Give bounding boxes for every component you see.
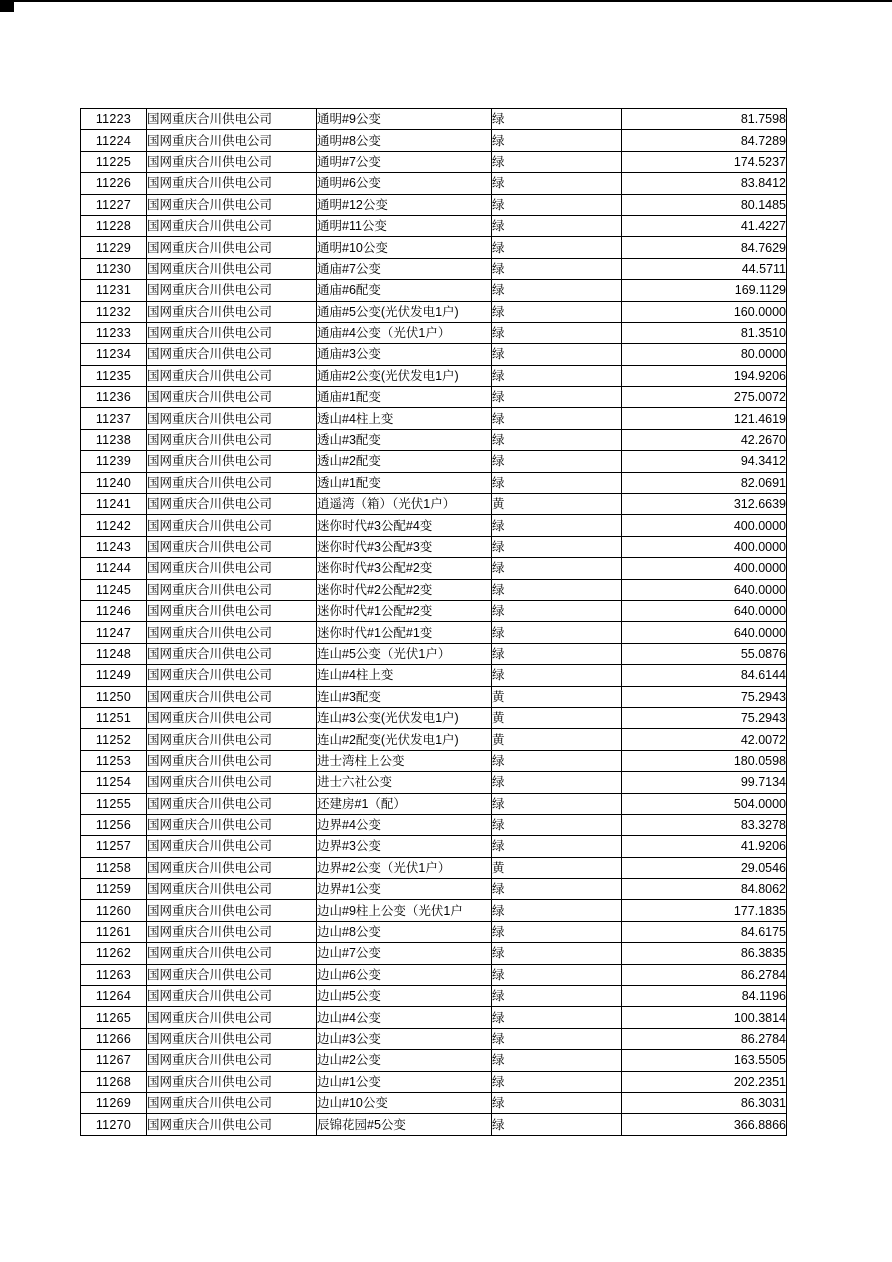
cell-row-id: 11265: [81, 1007, 147, 1028]
cell-row-id: 11254: [81, 772, 147, 793]
cell-company: 国网重庆合川供电公司: [147, 280, 317, 301]
cell-row-id: 11262: [81, 943, 147, 964]
cell-row-id: 11233: [81, 322, 147, 343]
table-row: [81, 215, 787, 236]
cell-status: 绿: [492, 1028, 622, 1049]
table-row: [81, 900, 787, 921]
table-row: [81, 1092, 787, 1113]
cell-company: 国网重庆合川供电公司: [147, 964, 317, 985]
cell-company: 国网重庆合川供电公司: [147, 173, 317, 194]
table-row: [81, 1071, 787, 1092]
cell-device-name: 透山#2配变: [317, 451, 492, 472]
cell-device-name: 连山#3公变(光伏发电1户): [317, 707, 492, 728]
table-row: [81, 1050, 787, 1071]
cell-row-id: 11242: [81, 515, 147, 536]
table-row: [81, 536, 787, 557]
table-row: [81, 322, 787, 343]
cell-device-name: 边界#4公变: [317, 814, 492, 835]
page-corner-mark: [0, 0, 14, 12]
cell-row-id: 11236: [81, 387, 147, 408]
cell-value: 180.0598: [622, 750, 787, 771]
table-row: [81, 1114, 787, 1135]
table-row: [81, 600, 787, 621]
cell-status: 绿: [492, 215, 622, 236]
cell-status: 绿: [492, 301, 622, 322]
cell-row-id: 11257: [81, 836, 147, 857]
cell-value: 44.5711: [622, 258, 787, 279]
cell-company: 国网重庆合川供电公司: [147, 408, 317, 429]
cell-status: 绿: [492, 515, 622, 536]
cell-company: 国网重庆合川供电公司: [147, 622, 317, 643]
cell-value: 312.6639: [622, 494, 787, 515]
table-row: [81, 151, 787, 172]
cell-device-name: 边山#10公变: [317, 1092, 492, 1113]
cell-value: 84.6175: [622, 921, 787, 942]
cell-value: 640.0000: [622, 579, 787, 600]
cell-device-name: 连山#4柱上变: [317, 665, 492, 686]
cell-row-id: 11229: [81, 237, 147, 258]
cell-device-name: 通庙#5公变(光伏发电1户): [317, 301, 492, 322]
table-row: [81, 986, 787, 1007]
cell-value: 83.3278: [622, 814, 787, 835]
cell-row-id: 11239: [81, 451, 147, 472]
cell-status: 绿: [492, 408, 622, 429]
cell-company: 国网重庆合川供电公司: [147, 344, 317, 365]
cell-value: 366.8866: [622, 1114, 787, 1135]
cell-company: 国网重庆合川供电公司: [147, 643, 317, 664]
cell-company: 国网重庆合川供电公司: [147, 750, 317, 771]
cell-row-id: 11244: [81, 558, 147, 579]
cell-value: 640.0000: [622, 600, 787, 621]
table-body: [81, 109, 787, 1136]
cell-status: 绿: [492, 280, 622, 301]
cell-row-id: 11243: [81, 536, 147, 557]
cell-row-id: 11248: [81, 643, 147, 664]
cell-device-name: 通庙#4公变（光伏1户）: [317, 322, 492, 343]
cell-status: 绿: [492, 900, 622, 921]
cell-company: 国网重庆合川供电公司: [147, 515, 317, 536]
cell-row-id: 11260: [81, 900, 147, 921]
cell-status: 绿: [492, 814, 622, 835]
cell-value: 400.0000: [622, 536, 787, 557]
cell-status: 绿: [492, 258, 622, 279]
cell-value: 640.0000: [622, 622, 787, 643]
table-row: [81, 173, 787, 194]
cell-device-name: 通庙#3公变: [317, 344, 492, 365]
table-row: [81, 707, 787, 728]
cell-status: 绿: [492, 665, 622, 686]
table-row: [81, 194, 787, 215]
cell-row-id: 11268: [81, 1071, 147, 1092]
cell-value: 84.7629: [622, 237, 787, 258]
cell-row-id: 11230: [81, 258, 147, 279]
cell-value: 177.1835: [622, 900, 787, 921]
cell-value: 86.3835: [622, 943, 787, 964]
cell-device-name: 边山#2公变: [317, 1050, 492, 1071]
cell-value: 169.1129: [622, 280, 787, 301]
cell-value: 86.2784: [622, 964, 787, 985]
cell-row-id: 11235: [81, 365, 147, 386]
cell-status: 绿: [492, 793, 622, 814]
cell-row-id: 11264: [81, 986, 147, 1007]
cell-row-id: 11232: [81, 301, 147, 322]
cell-row-id: 11226: [81, 173, 147, 194]
cell-value: 400.0000: [622, 515, 787, 536]
cell-device-name: 边山#5公变: [317, 986, 492, 1007]
table-row: [81, 429, 787, 450]
table-row: [81, 344, 787, 365]
cell-status: 绿: [492, 964, 622, 985]
cell-value: 80.0000: [622, 344, 787, 365]
cell-company: 国网重庆合川供电公司: [147, 921, 317, 942]
cell-status: 绿: [492, 109, 622, 130]
cell-value: 163.5505: [622, 1050, 787, 1071]
cell-company: 国网重庆合川供电公司: [147, 772, 317, 793]
cell-value: 174.5237: [622, 151, 787, 172]
table-row: [81, 857, 787, 878]
cell-row-id: 11223: [81, 109, 147, 130]
cell-company: 国网重庆合川供电公司: [147, 301, 317, 322]
cell-status: 绿: [492, 921, 622, 942]
table-row: [81, 836, 787, 857]
cell-company: 国网重庆合川供电公司: [147, 879, 317, 900]
cell-device-name: 通明#10公变: [317, 237, 492, 258]
table-row: [81, 943, 787, 964]
cell-value: 41.9206: [622, 836, 787, 857]
cell-company: 国网重庆合川供电公司: [147, 365, 317, 386]
cell-row-id: 11270: [81, 1114, 147, 1135]
cell-company: 国网重庆合川供电公司: [147, 322, 317, 343]
cell-row-id: 11237: [81, 408, 147, 429]
cell-row-id: 11251: [81, 707, 147, 728]
table-row: [81, 237, 787, 258]
cell-device-name: 迷你时代#3公配#2变: [317, 558, 492, 579]
cell-device-name: 逍遥湾（箱）（光伏1户）: [317, 494, 492, 515]
cell-status: 绿: [492, 558, 622, 579]
cell-status: 绿: [492, 1071, 622, 1092]
cell-device-name: 边界#2公变（光伏1户）: [317, 857, 492, 878]
table-row: [81, 729, 787, 750]
cell-value: 42.0072: [622, 729, 787, 750]
cell-value: 81.7598: [622, 109, 787, 130]
cell-value: 75.2943: [622, 707, 787, 728]
cell-status: 绿: [492, 387, 622, 408]
cell-row-id: 11238: [81, 429, 147, 450]
cell-row-id: 11240: [81, 472, 147, 493]
cell-row-id: 11255: [81, 793, 147, 814]
cell-value: 55.0876: [622, 643, 787, 664]
cell-company: 国网重庆合川供电公司: [147, 900, 317, 921]
cell-company: 国网重庆合川供电公司: [147, 600, 317, 621]
cell-value: 84.8062: [622, 879, 787, 900]
cell-company: 国网重庆合川供电公司: [147, 472, 317, 493]
cell-company: 国网重庆合川供电公司: [147, 579, 317, 600]
cell-row-id: 11227: [81, 194, 147, 215]
cell-company: 国网重庆合川供电公司: [147, 857, 317, 878]
cell-value: 84.7289: [622, 130, 787, 151]
table-row: [81, 579, 787, 600]
cell-device-name: 通明#9公变: [317, 109, 492, 130]
cell-status: 绿: [492, 836, 622, 857]
cell-status: 绿: [492, 1007, 622, 1028]
cell-company: 国网重庆合川供电公司: [147, 1050, 317, 1071]
cell-device-name: 辰锦花园#5公变: [317, 1114, 492, 1135]
cell-status: 绿: [492, 750, 622, 771]
cell-row-id: 11228: [81, 215, 147, 236]
cell-status: 绿: [492, 429, 622, 450]
cell-company: 国网重庆合川供电公司: [147, 536, 317, 557]
table-row: [81, 130, 787, 151]
cell-company: 国网重庆合川供电公司: [147, 151, 317, 172]
table-row: [81, 109, 787, 130]
cell-device-name: 通庙#6配变: [317, 280, 492, 301]
table-row: [81, 558, 787, 579]
cell-status: 绿: [492, 237, 622, 258]
cell-company: 国网重庆合川供电公司: [147, 429, 317, 450]
cell-device-name: 通明#8公变: [317, 130, 492, 151]
cell-value: 75.2943: [622, 686, 787, 707]
cell-value: 94.3412: [622, 451, 787, 472]
cell-company: 国网重庆合川供电公司: [147, 215, 317, 236]
cell-device-name: 边山#7公变: [317, 943, 492, 964]
cell-device-name: 透山#1配变: [317, 472, 492, 493]
cell-company: 国网重庆合川供电公司: [147, 793, 317, 814]
cell-device-name: 通庙#7公变: [317, 258, 492, 279]
cell-device-name: 边山#6公变: [317, 964, 492, 985]
cell-status: 绿: [492, 173, 622, 194]
cell-device-name: 迷你时代#1公配#2变: [317, 600, 492, 621]
cell-device-name: 通庙#2公变(光伏发电1户): [317, 365, 492, 386]
cell-value: 82.0691: [622, 472, 787, 493]
cell-device-name: 迷你时代#3公配#3变: [317, 536, 492, 557]
table-row: [81, 494, 787, 515]
table-row: [81, 879, 787, 900]
cell-row-id: 11253: [81, 750, 147, 771]
cell-company: 国网重庆合川供电公司: [147, 686, 317, 707]
cell-value: 121.4619: [622, 408, 787, 429]
cell-device-name: 边界#1公变: [317, 879, 492, 900]
page-top-edge-line: [0, 0, 892, 2]
cell-status: 黄: [492, 494, 622, 515]
table-row: [81, 408, 787, 429]
cell-row-id: 11246: [81, 600, 147, 621]
table-row: [81, 686, 787, 707]
cell-value: 400.0000: [622, 558, 787, 579]
cell-status: 绿: [492, 344, 622, 365]
cell-company: 国网重庆合川供电公司: [147, 665, 317, 686]
cell-status: 绿: [492, 879, 622, 900]
cell-row-id: 11247: [81, 622, 147, 643]
cell-device-name: 通明#6公变: [317, 173, 492, 194]
cell-status: 绿: [492, 151, 622, 172]
data-table: [80, 108, 787, 1136]
table-row: [81, 1028, 787, 1049]
cell-value: 80.1485: [622, 194, 787, 215]
cell-value: 29.0546: [622, 857, 787, 878]
cell-status: 黄: [492, 707, 622, 728]
cell-device-name: 连山#2配变(光伏发电1户): [317, 729, 492, 750]
cell-device-name: 进士六社公变: [317, 772, 492, 793]
table-row: [81, 258, 787, 279]
cell-status: 绿: [492, 643, 622, 664]
cell-status: 绿: [492, 322, 622, 343]
cell-device-name: 通明#7公变: [317, 151, 492, 172]
cell-device-name: 边山#8公变: [317, 921, 492, 942]
cell-company: 国网重庆合川供电公司: [147, 109, 317, 130]
cell-company: 国网重庆合川供电公司: [147, 494, 317, 515]
cell-company: 国网重庆合川供电公司: [147, 836, 317, 857]
cell-value: 83.8412: [622, 173, 787, 194]
table-row: [81, 964, 787, 985]
cell-status: 黄: [492, 729, 622, 750]
cell-company: 国网重庆合川供电公司: [147, 258, 317, 279]
cell-device-name: 进士湾柱上公变: [317, 750, 492, 771]
cell-status: 绿: [492, 130, 622, 151]
cell-status: 绿: [492, 451, 622, 472]
cell-company: 国网重庆合川供电公司: [147, 1007, 317, 1028]
table-row: [81, 472, 787, 493]
cell-company: 国网重庆合川供电公司: [147, 707, 317, 728]
cell-status: 绿: [492, 536, 622, 557]
cell-row-id: 11231: [81, 280, 147, 301]
cell-company: 国网重庆合川供电公司: [147, 986, 317, 1007]
cell-row-id: 11259: [81, 879, 147, 900]
cell-device-name: 通明#11公变: [317, 215, 492, 236]
table-row: [81, 622, 787, 643]
table-row: [81, 515, 787, 536]
cell-device-name: 通明#12公变: [317, 194, 492, 215]
cell-status: 绿: [492, 772, 622, 793]
cell-company: 国网重庆合川供电公司: [147, 451, 317, 472]
cell-value: 81.3510: [622, 322, 787, 343]
cell-company: 国网重庆合川供电公司: [147, 387, 317, 408]
cell-device-name: 透山#3配变: [317, 429, 492, 450]
cell-value: 275.0072: [622, 387, 787, 408]
table-row: [81, 387, 787, 408]
cell-value: 86.2784: [622, 1028, 787, 1049]
table-row: [81, 793, 787, 814]
cell-row-id: 11252: [81, 729, 147, 750]
cell-value: 84.1196: [622, 986, 787, 1007]
cell-status: 黄: [492, 857, 622, 878]
cell-status: 黄: [492, 686, 622, 707]
table-row: [81, 643, 787, 664]
cell-company: 国网重庆合川供电公司: [147, 943, 317, 964]
cell-status: 绿: [492, 472, 622, 493]
table-row: [81, 772, 787, 793]
cell-company: 国网重庆合川供电公司: [147, 814, 317, 835]
cell-value: 99.7134: [622, 772, 787, 793]
cell-device-name: 连山#5公变（光伏1户）: [317, 643, 492, 664]
cell-device-name: 迷你时代#3公配#4变: [317, 515, 492, 536]
table-row: [81, 921, 787, 942]
cell-device-name: 边山#9柱上公变（光伏1户: [317, 900, 492, 921]
cell-row-id: 11263: [81, 964, 147, 985]
cell-status: 绿: [492, 194, 622, 215]
cell-row-id: 11249: [81, 665, 147, 686]
table-row: [81, 451, 787, 472]
table-row: [81, 301, 787, 322]
cell-status: 绿: [492, 943, 622, 964]
cell-device-name: 通庙#1配变: [317, 387, 492, 408]
cell-value: 84.6144: [622, 665, 787, 686]
cell-device-name: 迷你时代#1公配#1变: [317, 622, 492, 643]
cell-device-name: 迷你时代#2公配#2变: [317, 579, 492, 600]
cell-company: 国网重庆合川供电公司: [147, 130, 317, 151]
cell-company: 国网重庆合川供电公司: [147, 194, 317, 215]
cell-device-name: 边山#4公变: [317, 1007, 492, 1028]
cell-value: 160.0000: [622, 301, 787, 322]
cell-company: 国网重庆合川供电公司: [147, 558, 317, 579]
cell-value: 202.2351: [622, 1071, 787, 1092]
cell-status: 绿: [492, 1092, 622, 1113]
cell-row-id: 11234: [81, 344, 147, 365]
cell-device-name: 边山#3公变: [317, 1028, 492, 1049]
cell-row-id: 11241: [81, 494, 147, 515]
cell-value: 100.3814: [622, 1007, 787, 1028]
cell-row-id: 11225: [81, 151, 147, 172]
table-row: [81, 1007, 787, 1028]
cell-device-name: 透山#4柱上变: [317, 408, 492, 429]
cell-device-name: 连山#3配变: [317, 686, 492, 707]
cell-row-id: 11245: [81, 579, 147, 600]
cell-company: 国网重庆合川供电公司: [147, 1114, 317, 1135]
table-row: [81, 665, 787, 686]
cell-status: 绿: [492, 365, 622, 386]
cell-value: 194.9206: [622, 365, 787, 386]
cell-status: 绿: [492, 1114, 622, 1135]
cell-row-id: 11258: [81, 857, 147, 878]
cell-device-name: 边山#1公变: [317, 1071, 492, 1092]
cell-value: 41.4227: [622, 215, 787, 236]
table-row: [81, 750, 787, 771]
cell-row-id: 11250: [81, 686, 147, 707]
table-row: [81, 280, 787, 301]
cell-row-id: 11224: [81, 130, 147, 151]
cell-company: 国网重庆合川供电公司: [147, 1071, 317, 1092]
cell-value: 42.2670: [622, 429, 787, 450]
cell-status: 绿: [492, 1050, 622, 1071]
cell-status: 绿: [492, 622, 622, 643]
table-row: [81, 814, 787, 835]
table-row: [81, 365, 787, 386]
cell-status: 绿: [492, 579, 622, 600]
cell-row-id: 11256: [81, 814, 147, 835]
cell-value: 86.3031: [622, 1092, 787, 1113]
cell-status: 绿: [492, 600, 622, 621]
cell-row-id: 11267: [81, 1050, 147, 1071]
cell-company: 国网重庆合川供电公司: [147, 729, 317, 750]
cell-value: 504.0000: [622, 793, 787, 814]
cell-device-name: 边界#3公变: [317, 836, 492, 857]
cell-row-id: 11266: [81, 1028, 147, 1049]
cell-row-id: 11261: [81, 921, 147, 942]
cell-device-name: 还建房#1（配）: [317, 793, 492, 814]
cell-company: 国网重庆合川供电公司: [147, 1092, 317, 1113]
cell-status: 绿: [492, 986, 622, 1007]
cell-row-id: 11269: [81, 1092, 147, 1113]
cell-company: 国网重庆合川供电公司: [147, 1028, 317, 1049]
cell-company: 国网重庆合川供电公司: [147, 237, 317, 258]
